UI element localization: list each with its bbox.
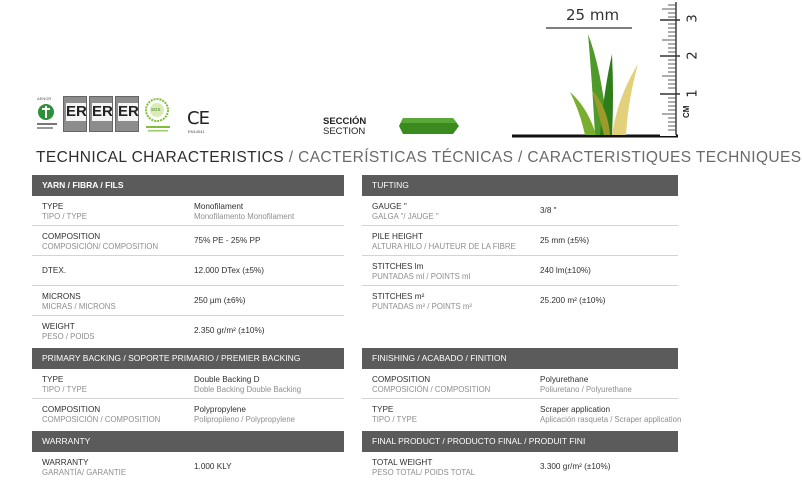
table-row: [32, 286, 344, 316]
row-label: WARRANTY GARANTÍA/ GARANTIE: [42, 458, 127, 477]
table-row: [32, 256, 344, 286]
primary-backing-header: PRIMARY BACKING / SOPORTE PRIMARIO / PREMIER BACKING: [32, 348, 344, 369]
row-value: Double Backing D Doble Backing Double Backing: [194, 375, 302, 394]
ce-mark: CE: [187, 108, 209, 129]
ruler-tick-3: 3: [685, 14, 701, 23]
table-row: [32, 226, 344, 256]
row-value: 3.300 gr/m² (±10%): [540, 462, 611, 471]
section-label-en: SECTION: [323, 126, 366, 137]
yarn-header: YARN / FIBRA / FILS: [32, 175, 344, 196]
table-row: [32, 369, 344, 399]
row-label: STITCHES m² PUNTADAS m² / POINTS m²: [372, 292, 472, 311]
row-value: Monofilament Monofilamento Monofilament: [194, 202, 295, 221]
er-logo-2: [89, 96, 113, 132]
table-row: [362, 196, 678, 226]
table-row: [362, 226, 678, 256]
aenor-logo: [36, 96, 60, 136]
row-value: Polypropylene Polipropileno / Polypropylene: [194, 405, 295, 424]
sgs-seal-logo: [143, 96, 173, 136]
ruler-tick-2: 2: [685, 51, 701, 60]
table-row: [362, 399, 682, 429]
page-title-en: TECHNICAL CHARACTERISTICS: [36, 149, 284, 166]
row-value: 1.000 KLY: [194, 462, 232, 471]
final-product-panel: [362, 431, 678, 482]
page-title: [36, 149, 802, 167]
aenor-logo-text: AENOR: [37, 96, 52, 101]
row-label: TYPE TIPO / TYPE: [372, 405, 417, 424]
yarn-panel: [32, 175, 344, 346]
row-value: 75% PE - 25% PP: [194, 236, 261, 245]
row-label: STITCHES lm PUNTADAS ml / POINTS ml: [372, 262, 471, 281]
primary-backing-panel: [32, 348, 344, 429]
row-label: TYPE TIPO / TYPE: [42, 375, 87, 394]
table-row: [32, 316, 344, 346]
turf-section-swatch: [397, 116, 461, 136]
er-logo-text: ER: [118, 103, 139, 120]
row-value: 25 mm (±5%): [540, 236, 590, 245]
section-label-es: SECCIÓN: [323, 116, 367, 127]
er-logo-text: ER: [92, 103, 113, 120]
row-label: WEIGHT PESO / POIDS: [42, 322, 95, 341]
row-label: COMPOSITION COMPOSICIÓN / COMPOSITION: [372, 375, 491, 394]
warranty-panel: [32, 431, 344, 482]
er-logo-text: ER: [66, 103, 87, 120]
er-logo-3: [115, 96, 139, 132]
row-label: TOTAL WEIGHT PESO TOTAL/ POIDS TOTAL: [372, 458, 476, 477]
table-row: [362, 256, 678, 286]
row-value: 240 lm(±10%): [540, 266, 591, 275]
table-row: [32, 452, 344, 482]
row-value: 2.350 gr/m² (±10%): [194, 326, 265, 335]
er-logo-1: [63, 96, 87, 132]
row-value: 12.000 DTex (±5%): [194, 266, 265, 275]
row-label: DTEX.: [42, 266, 67, 275]
page-title-translations: / CACTERÍSTICAS TÉCNICAS / CARACTERISTIQUES TECHNIQUES: [283, 149, 802, 166]
row-label: TYPE TIPO / TYPE: [42, 202, 87, 221]
table-row: [362, 286, 678, 316]
row-label: PILE HEIGHT ALTURA HILO / HAUTEUR DE LA FIBRE: [372, 232, 516, 251]
row-value: 25.200 m² (±10%): [540, 296, 606, 305]
finishing-panel: [362, 348, 682, 429]
row-label: MICRONS MICRAS / MICRONS: [42, 292, 116, 311]
row-label: COMPOSITION COMPOSICIÓN/ COMPOSITION: [42, 232, 159, 251]
table-row: [32, 399, 344, 429]
sgs-seal-icon: [143, 96, 173, 136]
finishing-header: FINISHING / ACABADO / FINITION: [362, 348, 678, 369]
row-value: Scraper application Aplicación rasqueta / Scraper application: [540, 405, 682, 424]
table-row: [32, 196, 344, 226]
ce-standard: EN14041: [188, 129, 205, 134]
table-row: [362, 369, 678, 399]
row-value: 3/8 ": [540, 206, 557, 215]
row-value: 250 µm (±6%): [194, 296, 246, 305]
row-label: COMPOSITION COMPOSICIÓN / COMPOSITION: [42, 405, 161, 424]
row-label: GAUGE " GALGA "/ JAUGE ": [372, 202, 439, 221]
aenor-seal-icon: [36, 101, 60, 135]
ruler-unit: CM: [682, 105, 691, 118]
tufting-header: TUFTING: [362, 175, 678, 196]
tufting-panel: [362, 175, 678, 316]
warranty-header: WARRANTY: [32, 431, 344, 452]
row-value: Polyurethane Poliuretano / Polyurethane: [540, 375, 632, 394]
ruler-tick-1: 1: [685, 89, 701, 98]
final-product-header: FINAL PRODUCT / PRODUCTO FINAL / PRODUIT FINI: [362, 431, 678, 452]
table-row: [362, 452, 678, 482]
pile-height-label: 25 mm: [566, 6, 620, 24]
sgs-seal-text: SGS: [151, 107, 161, 112]
